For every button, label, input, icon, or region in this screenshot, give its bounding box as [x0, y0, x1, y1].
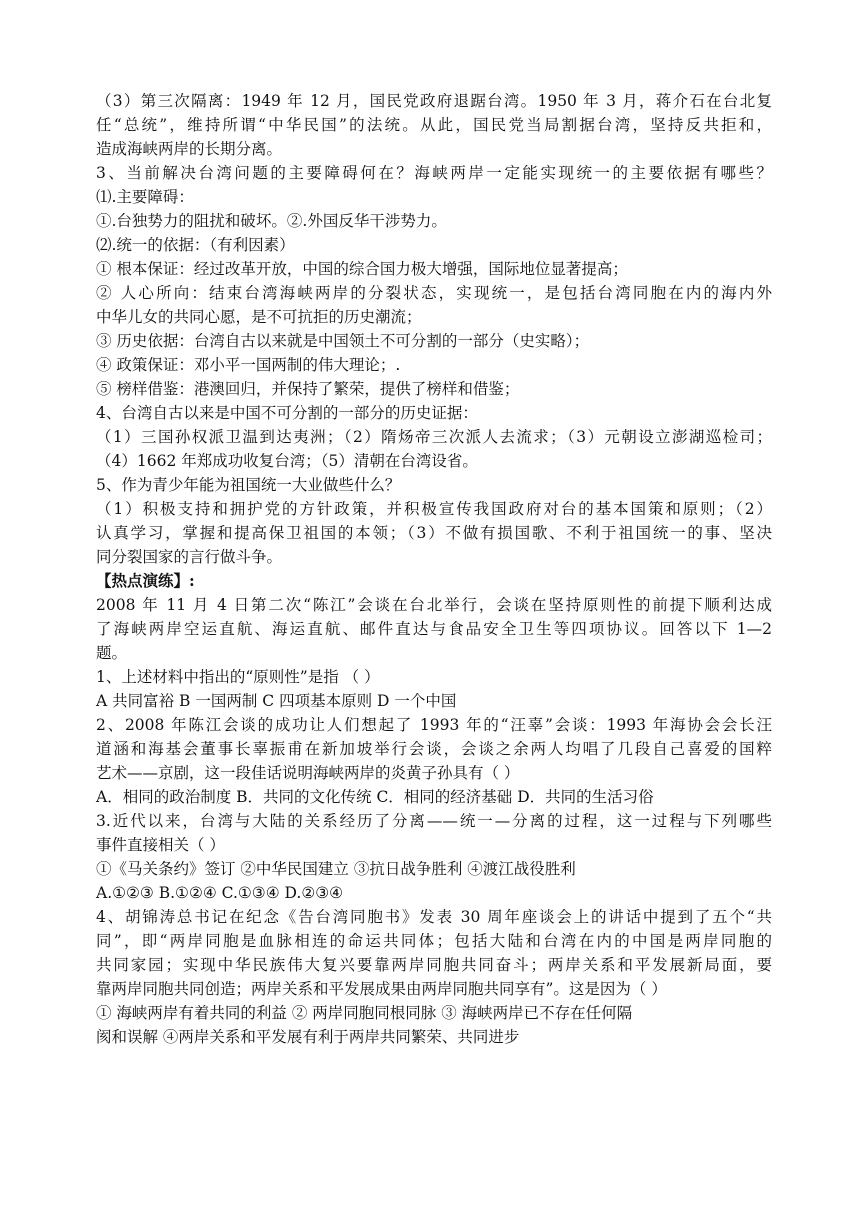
- text-line-6: ①.台独势力的阻扰和破坏。②.外国反华干涉势力。: [96, 212, 447, 230]
- text-line-2: 任“总统”，维持所谓“中华民国”的法统。从此，国民党当局割据台湾，坚持反共拒和，: [96, 116, 772, 134]
- text-line-1: （3）第三次隔离：1949 年 12 月，国民党政府退踞台湾。1950 年 3 月，蒋介石在台北复: [96, 92, 772, 110]
- material-line-2: 了海峡两岸空运直航、海运直航、邮件直达与食品安全卫生等四项协议。回答以下 1—2: [96, 620, 772, 638]
- question-1: 1、上述材料中指出的“原则性”是指 （ ）: [96, 668, 380, 686]
- text-line-11: ③ 历史依据：台湾自古以来就是中国领土不可分割的一部分（史实略）；: [96, 332, 590, 350]
- question-4-items-1: ① 海峡两岸有着共同的利益 ② 两岸同胞同根同脉 ③ 海峡两岸已不存在任何隔: [96, 1004, 633, 1022]
- section-4-heading: 4、台湾自古以来是中国不可分割的一部分的历史证据：: [96, 404, 478, 422]
- text-line-15: （1）三国孙权派卫温到达夷洲；（2）隋炀帝三次派人去流求；（3）元朝设立澎湖巡检司；: [96, 428, 772, 446]
- text-line-3: 造成海峡两岸的长期分离。: [96, 140, 283, 158]
- question-3-line-2: 事件直接相关（ ）: [96, 836, 225, 854]
- question-2-options: A．相同的政治制度 B．共同的文化传统 C．相同的经济基础 D．共同的生活习俗: [96, 788, 654, 806]
- question-3-options: A.①②③ B.①②④ C.①③④ D.②③④: [96, 884, 344, 902]
- question-3-items: ①《马关条约》签订 ②中华民国建立 ③抗日战争胜利 ④渡江战役胜利: [96, 860, 576, 878]
- question-4-line-1: 4、胡锦涛总书记在纪念《告台湾同胞书》发表 30 周年座谈会上的讲话中提到了五个“共: [96, 908, 772, 926]
- text-line-7: ⑵.统一的依据：（有利因素）: [96, 236, 295, 254]
- hot-practice-heading: 【热点演练】:: [96, 571, 195, 590]
- text-line-10: 中华儿女的共同心愿，是不可抗拒的历史潮流；: [96, 308, 422, 326]
- question-4-line-3: 共同家园；实现中华民族伟大复兴要靠两岸同胞共同奋斗；两岸关系和平发展新局面，要: [96, 956, 772, 974]
- text-line-20: 同分裂国家的言行做斗争。: [96, 548, 283, 566]
- question-3-line-1: 3.近代以来，台湾与大陆的关系经历了分离——统一—分离的过程，这一过程与下列哪些: [96, 812, 772, 830]
- question-2-line-2: 道涵和海基会董事长辜振甫在新加坡举行会谈，会谈之余两人均唱了几段自己喜爱的国粹: [96, 740, 772, 758]
- text-line-8: ① 根本保证：经过改革开放，中国的综合国力极大增强，国际地位显著提高；: [96, 260, 628, 278]
- text-line-5: ⑴.主要障碍：: [96, 188, 194, 206]
- text-line-16: （4）1662 年郑成功收复台湾；（5）清朝在台湾设省。: [96, 452, 478, 470]
- text-line-12: ④ 政策保证：邓小平一国两制的伟大理论；.: [96, 356, 401, 374]
- question-1-options: A 共同富裕 B 一国两制 C 四项基本原则 D 一个中国: [96, 692, 457, 710]
- question-2-line-1: 2、2008 年陈江会谈的成功让人们想起了 1993 年的“汪辜”会谈：1993 年海协会会长汪: [96, 716, 772, 734]
- section-5-heading: 5、作为青少年能为祖国统一大业做些什么？: [96, 476, 401, 494]
- material-line-3: 题。: [96, 644, 128, 662]
- question-4-items-2: 阂和误解 ④两岸关系和平发展有利于两岸共同繁荣、共同进步: [96, 1028, 520, 1046]
- text-line-13: ⑤ 榜样借鉴：港澳回归，并保持了繁荣，提供了榜样和借鉴；: [96, 380, 520, 398]
- question-4-line-4: 靠两岸同胞共同创造；两岸关系和平发展成果由两岸同胞共同享有”。这是因为（ ）: [96, 980, 667, 998]
- section-3-heading: 3、当前解决台湾问题的主要障碍何在？海峡两岸一定能实现统一的主要依据有哪些？: [96, 164, 772, 182]
- text-line-9: ② 人心所向：结束台湾海峡两岸的分裂状态，实现统一，是包括台湾同胞在内的海内外: [96, 284, 772, 302]
- question-4-line-2: 同”，即“两岸同胞是血脉相连的命运共同体；包括大陆和台湾在内的中国是两岸同胞的: [96, 932, 772, 950]
- question-2-line-3: 艺术——京剧，这一段佳话说明海峡两岸的炎黄子孙具有（ ）: [96, 764, 520, 782]
- material-line-1: 2008 年 11 月 4 日第二次“陈江”会谈在台北举行，会谈在坚持原则性的前提下顺利达成: [96, 596, 772, 614]
- text-line-18: （1）积极支持和拥护党的方针政策，并积极宣传我国政府对台的基本国策和原则；（2）: [96, 500, 772, 518]
- text-line-19: 认真学习，掌握和提高保卫祖国的本领；（3）不做有损国歌、不利于祖国统一的事、坚决: [96, 524, 772, 542]
